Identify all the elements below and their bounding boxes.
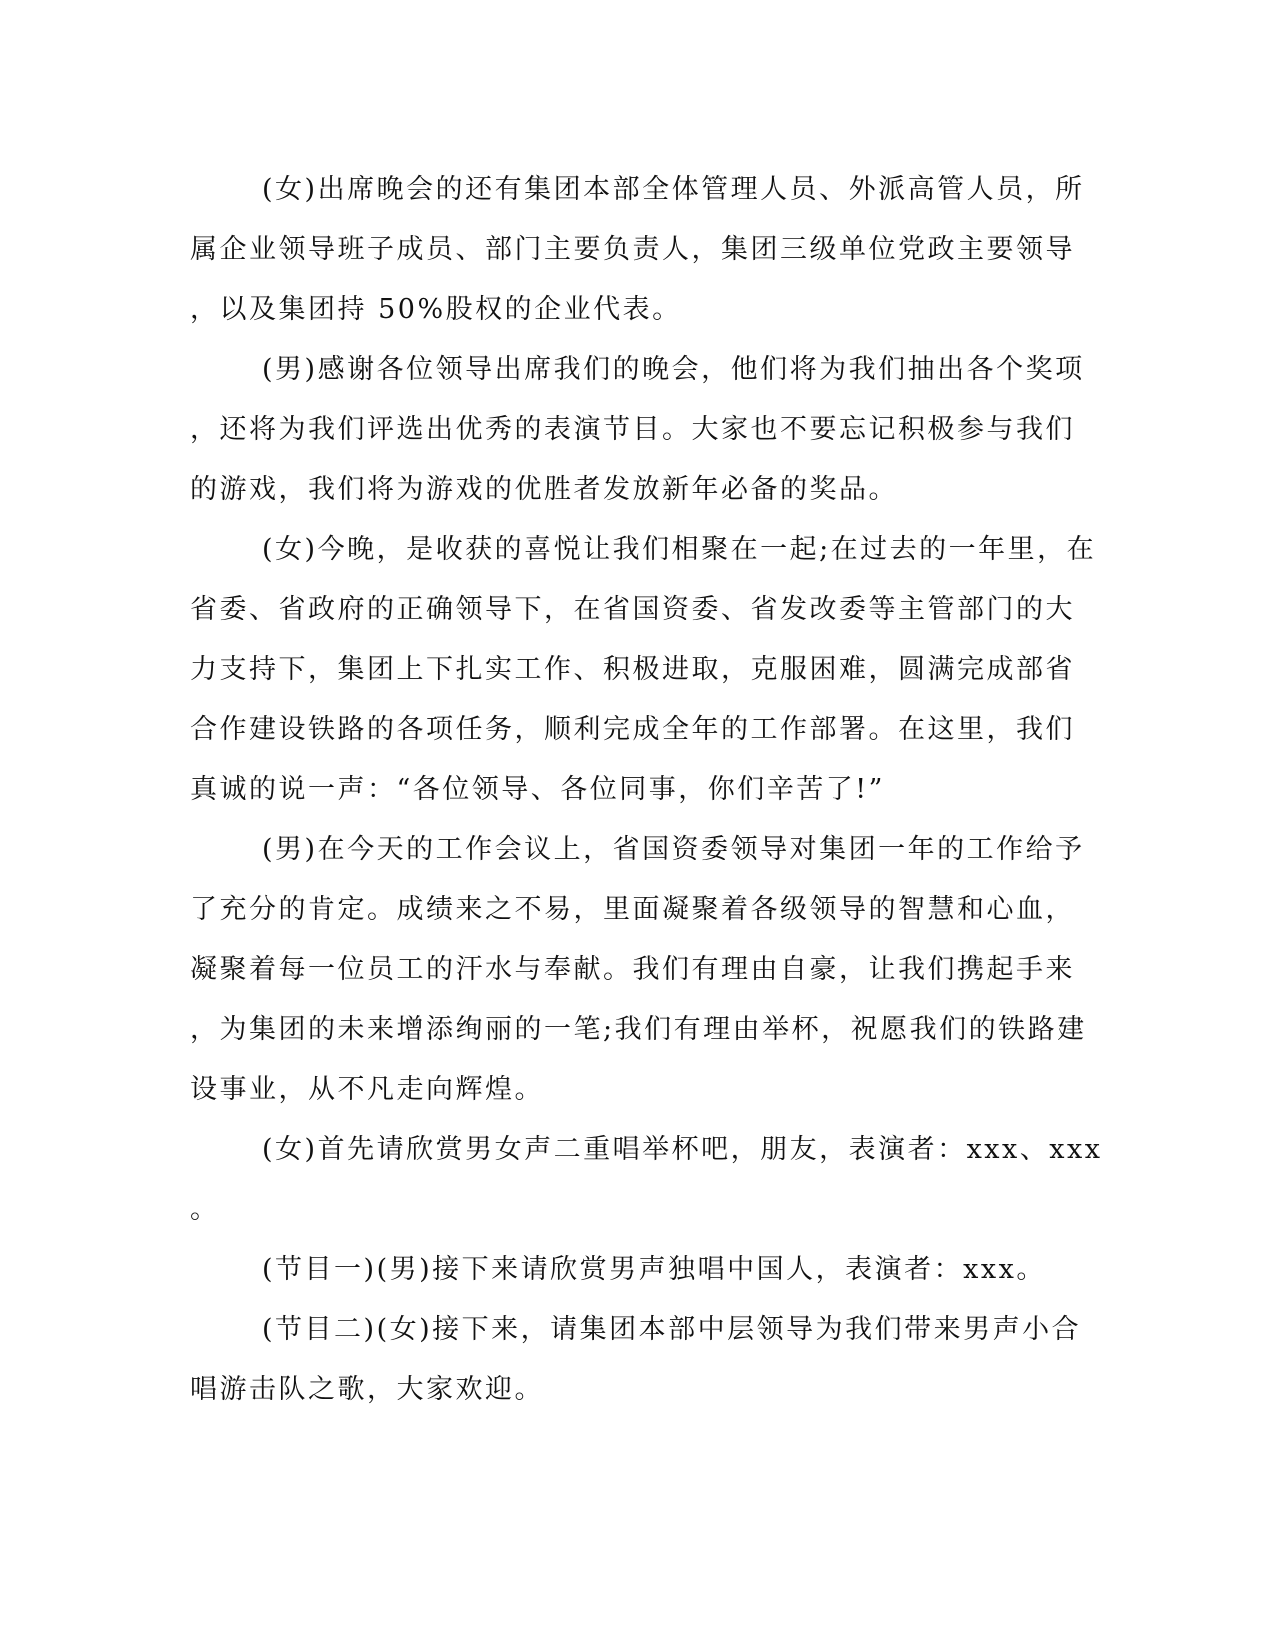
text-line: (节目一)(男)接下来请欣赏男声独唱中国人，表演者：xxx。	[262, 1254, 1046, 1285]
document-body	[190, 160, 1103, 1420]
text-line: (女)出席晚会的还有集团本部全体管理人员、外派高管人员，所	[262, 174, 1085, 205]
text-line: (女)首先请欣赏男女声二重唱举杯吧，朋友，表演者：xxx、xxx	[262, 1134, 1103, 1165]
text-line: ，为集团的未来增添绚丽的一笔;我们有理由举杯，祝愿我们的铁路建	[190, 1014, 1087, 1045]
text-line: ，以及集团持 50%股权的企业代表。	[190, 294, 682, 325]
text-line: 了充分的肯定。成绩来之不易，里面凝聚着各级领导的智慧和心血，	[190, 894, 1075, 925]
text-line: 设事业，从不凡走向辉煌。	[190, 1074, 544, 1105]
paragraph-1	[190, 160, 1085, 340]
text-line: 属企业领导班子成员、部门主要负责人，集团三级单位党政主要领导	[190, 234, 1075, 265]
text-line: 真诚的说一声：“各位领导、各位同事，你们辛苦了!”	[190, 774, 885, 805]
text-line: 省委、省政府的正确领导下，在省国资委、省发改委等主管部门的大	[190, 594, 1075, 625]
text-line: 合作建设铁路的各项任务，顺利完成全年的工作部署。在这里，我们	[190, 714, 1075, 745]
paragraph-6	[190, 1240, 1070, 1300]
text-line: ，还将为我们评选出优秀的表演节目。大家也不要忘记积极参与我们	[190, 414, 1075, 445]
paragraph-5	[190, 1120, 1103, 1240]
text-line: 力支持下，集团上下扎实工作、积极进取，克服困难，圆满完成部省	[190, 654, 1075, 685]
text-line: (男)在今天的工作会议上，省国资委领导对集团一年的工作给予	[262, 834, 1085, 865]
paragraph-3	[190, 520, 1097, 820]
text-line: (节目二)(女)接下来，请集团本部中层领导为我们带来男声小合	[262, 1314, 1082, 1345]
text-line: (男)感谢各位领导出席我们的晚会，他们将为我们抽出各个奖项	[262, 354, 1085, 385]
text-line: 的游戏，我们将为游戏的优胜者发放新年必备的奖品。	[190, 474, 898, 505]
text-line: 。	[190, 1194, 220, 1225]
paragraph-2	[190, 340, 1085, 520]
paragraph-4	[190, 820, 1087, 1120]
text-line: (女)今晚，是收获的喜悦让我们相聚在一起;在过去的一年里，在	[262, 534, 1097, 565]
text-line: 凝聚着每一位员工的汗水与奉献。我们有理由自豪，让我们携起手来	[190, 954, 1075, 985]
paragraph-7	[190, 1300, 1082, 1420]
text-line: 唱游击队之歌，大家欢迎。	[190, 1374, 544, 1405]
